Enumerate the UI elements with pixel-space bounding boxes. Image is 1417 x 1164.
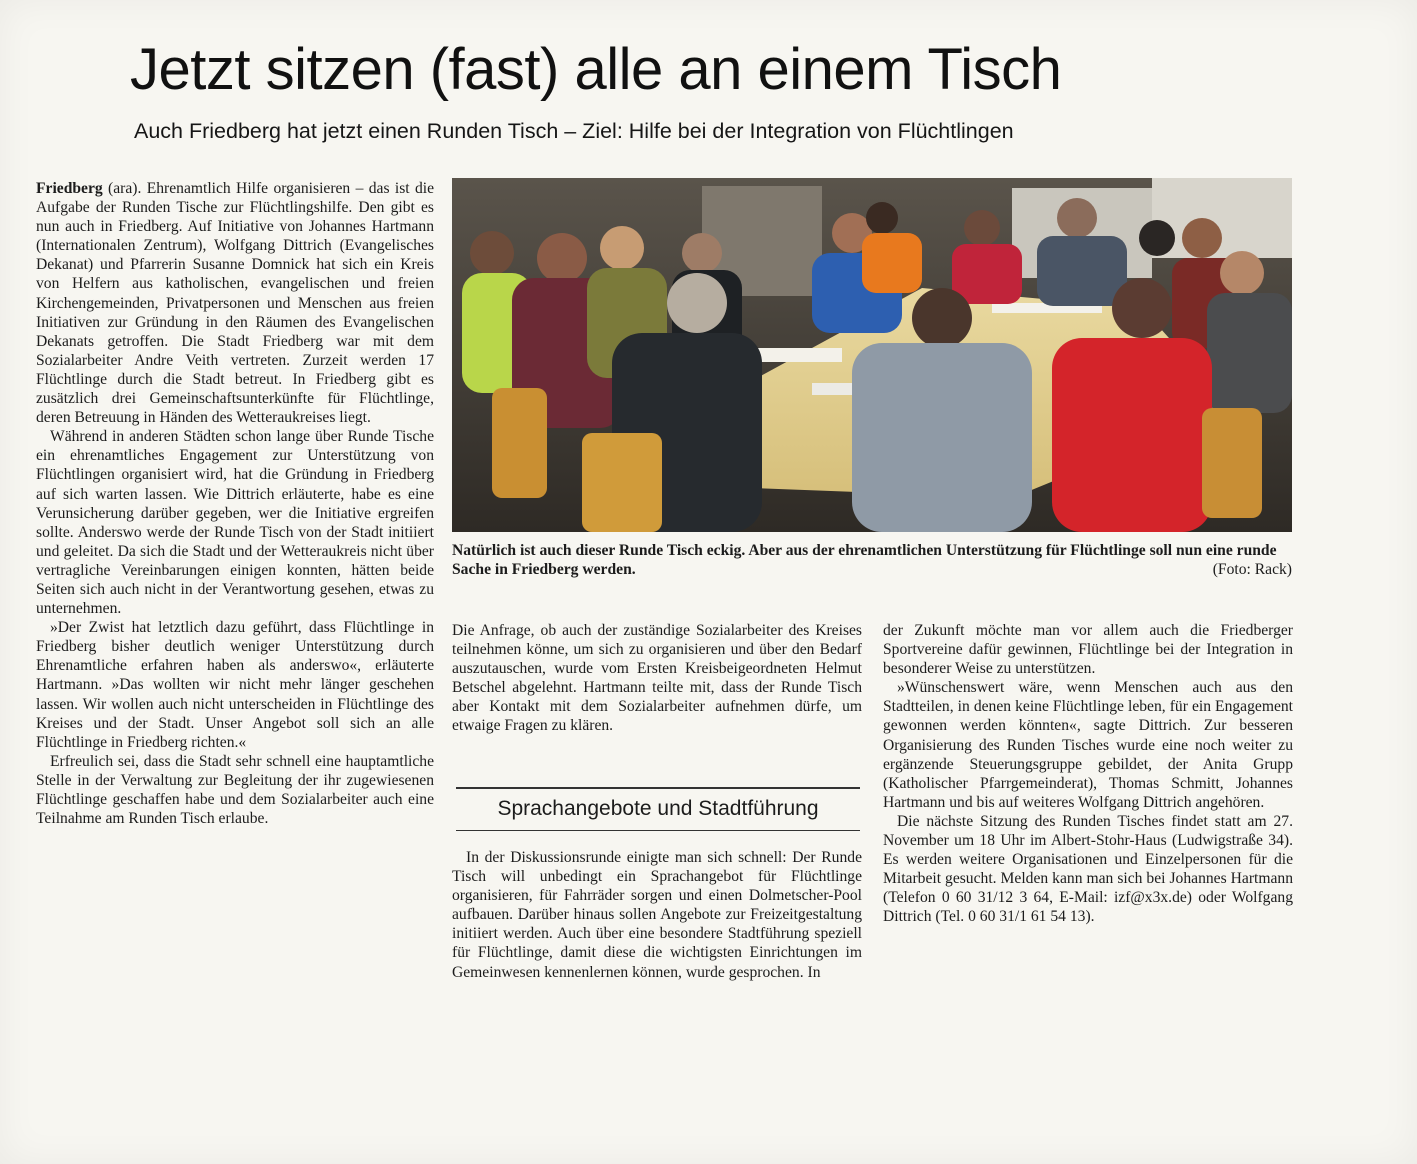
- body-paragraph: der Zukunft möchte man vor allem auch die Friedberger Sportvereine dafür gewinnen, Flüchtlinge bei der Integration in besonderer Weise zu unterstützen.: [883, 622, 1293, 678]
- body-paragraph: Erfreulich sei, dass die Stadt sehr schnell eine hauptamtliche Stelle in der Verwaltung zur Begleitung der ihr zugewiesenen Flüchtlinge geschaffen habe und dem Sozialarbeiter auch eine Teilnahme am Runden Tisch erlaube.: [36, 752, 434, 828]
- meeting-photo-illustration: [452, 178, 1292, 532]
- article-headline: Jetzt sitzen (fast) alle an einem Tisch: [130, 37, 1062, 102]
- body-paragraph: »Wünschenswert wäre, wenn Menschen auch aus den Stadtteilen, in denen keine Flüchtlinge leben, für ein Engagement gewonnen werden könnten«, sagte Dittrich. Zur besseren Organisierung des Runden Tisches wurde eine noch weiter zu ergänzende Steuerungsgruppe gebildet, der Anita Grupp (Katholischer Pfarrgemeinderat), Thomas Schmitt, Johannes Hartmann und bis auf weiteres Wolfgang Dittrich angehören.: [883, 679, 1293, 811]
- article-column-2: [452, 621, 862, 736]
- photo-caption: [452, 541, 1292, 579]
- article-column-3: [883, 621, 1293, 927]
- body-paragraph: »Der Zwist hat letztlich dazu geführt, dass Flüchtlinge in Friedberg bisher deutlich weniger Unterstützung durch Ehrenamtliche erfahren haben als anderswo«, erläuterte Hartmann. »Das wollten wir nicht mehr länger geschehen lassen. Wir wollen auch nicht unterscheiden in Flüchtlinge des Kreises und der Stadt. Unser Angebot soll sich an alle Flüchtlinge in Friedberg richten.«: [36, 619, 434, 751]
- section-heading: Sprachangebote und Stadtführung: [456, 787, 860, 831]
- body-paragraph: Während in anderen Städten schon lange über Runde Tische ein ehrenamtliches Engagement zur Unterstützung von Flüchtlingen organisiert wird, hat die Gründung in Friedberg auf sich warten lassen. Wie Dittrich erläuterte, habe es eine Verunsicherung darüber gegeben, wer die Initiative ergreifen sollte. Anderswo werde der Runde Tisch von der Stadt initiiert und geleitet. Da sich die Stadt und der Wetteraukreis nicht über vertragliche Vereinbarungen einigen konnten, hätten beide Seiten sich auch nicht in der Verantwortung gesehen, etwas zu unternehmen.: [36, 428, 434, 618]
- lead-paragraph: [36, 179, 434, 427]
- article-column-2-continued: [452, 848, 862, 982]
- article-subheadline: Auch Friedberg hat jetzt einen Runden Tisch – Ziel: Hilfe bei der Integration von Flüchtlingen: [134, 119, 1014, 143]
- body-paragraph: Die nächste Sitzung des Runden Tisches findet statt am 27. November um 18 Uhr im Albert-Stohr-Haus (Ludwigstraße 34). Es werden weitere Organisationen und Einzelpersonen für die Mitarbeit gesucht. Melden kann man sich bei Johannes Hartmann (Telefon 0 60 31/12 3 64, E-Mail: izf@x3x.de) oder Wolfgang Dittrich (Tel. 0 60 31/1 61 54 13).: [883, 812, 1293, 926]
- caption-text: Natürlich ist auch dieser Runde Tisch eckig. Aber aus der ehrenamtlichen Unterstützung für Flüchtlinge soll nun eine runde Sache in Friedberg werden.: [452, 542, 1277, 578]
- article-column-1: [36, 179, 434, 828]
- photo-credit: (Foto: Rack): [1212, 561, 1292, 578]
- article-photo: [452, 178, 1292, 532]
- body-paragraph: In der Diskussionsrunde einigte man sich schnell: Der Runde Tisch will unbedingt ein Sprachangebot für Flüchtlinge organisieren, für Fahrräder sorgen und einen Dolmetscher-Pool aufbauen. Darüber hinaus sollen Angebote zur Freizeitgestaltung initiiert werden. Auch über eine besondere Stadtführung speziell für Flüchtlinge, damit diese die wichtigsten Einrichtungen im Gemeinwesen kennenlernen können, wurde gesprochen. In: [452, 849, 862, 981]
- dateline-city: Friedberg: [36, 180, 103, 197]
- lead-text: (ara). Ehrenamtlich Hilfe organisieren – das ist die Aufgabe der Runden Tische zur Flüchtlingshilfe. Den gibt es nun auch in Friedberg. Auf Initiative von Johannes Hartmann (Internationalen Zentrum), Wolfgang Dittrich (Evangelisches Dekanat) und Pfarrerin Susanne Domnick hat sich ein Kreis von Helfern aus katholischen, evangelischen und freien Kirchengemeinden, Privatpersonen und Menschen aus freien Initiativen zur Gründung in den Räumen des Evangelischen Dekanats getroffen. Die Stadt Friedberg war mit dem Sozialarbeiter Andre Veith vertreten. Zurzeit werden 17 Flüchtlinge durch die Stadt betreut. In Friedberg gibt es zusätzlich drei Gemeinschaftsunterkünfte für Flüchtlinge, deren Betreuung in Händen des Wetteraukreises liegt.: [36, 180, 434, 427]
- body-paragraph: Die Anfrage, ob auch der zuständige Sozialarbeiter des Kreises teilnehmen könne, um sich zu organisieren und über den Bedarf auszutauschen, wurde vom Ersten Kreisbeigeordneten Helmut Betschel abgelehnt. Hartmann teilte mit, dass der Runde Tisch aber Kontakt mit dem Sozialarbeiter aufnehmen dürfe, um etwaige Fragen zu klären.: [452, 622, 862, 735]
